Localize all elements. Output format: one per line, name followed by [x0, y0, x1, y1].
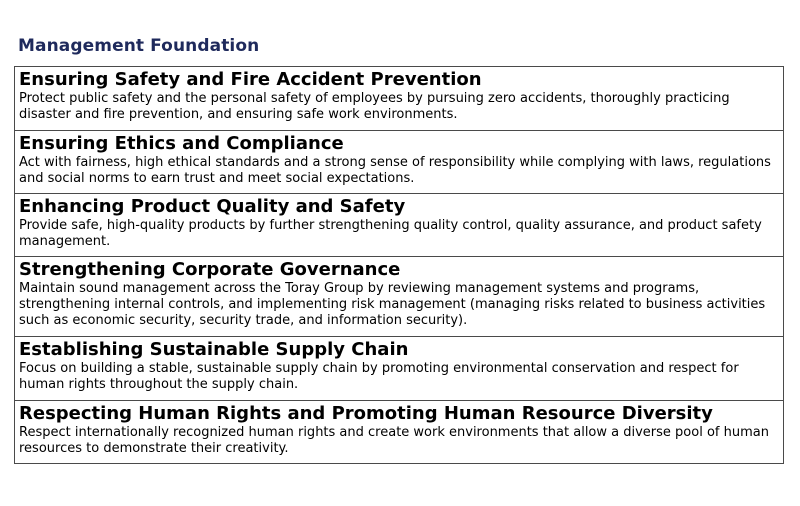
table-row — [15, 194, 783, 257]
table-row — [15, 401, 783, 463]
row-description: Maintain sound management across the Toray Group by reviewing management systems and programs, strengthening internal controls, and implementing risk management (managing risks related to business activities such as economic security, security trade, and information security). — [19, 281, 766, 328]
row-title: Strengthening Corporate Governance — [19, 259, 401, 280]
table-row — [15, 131, 783, 194]
table-row — [15, 257, 783, 337]
row-description: Act with fairness, high ethical standards and a strong sense of responsibility while complying with laws, regulations and social norms to earn trust and meet social expectations. — [19, 155, 771, 186]
row-title: Ensuring Safety and Fire Accident Prevention — [19, 69, 482, 90]
table-row — [15, 337, 783, 401]
row-description: Provide safe, high-quality products by further strengthening quality control, quality assurance, and product safety management. — [19, 218, 762, 249]
row-title: Establishing Sustainable Supply Chain — [19, 339, 409, 360]
foundation-table — [14, 66, 784, 464]
row-description: Focus on building a stable, sustainable supply chain by promoting environmental conservation and respect for human rights throughout the supply chain. — [19, 361, 739, 392]
row-title: Respecting Human Rights and Promoting Human Resource Diversity — [19, 403, 713, 424]
row-title: Ensuring Ethics and Compliance — [19, 133, 344, 154]
row-description: Protect public safety and the personal safety of employees by pursuing zero accidents, thoroughly practicing disaster and fire prevention, and ensuring safe work environments. — [19, 91, 730, 122]
row-description: Respect internationally recognized human rights and create work environments that allow a diverse pool of human resources to demonstrate their creativity. — [19, 425, 769, 456]
page-title: Management Foundation — [18, 36, 260, 56]
table-row — [15, 67, 783, 131]
row-title: Enhancing Product Quality and Safety — [19, 196, 406, 217]
